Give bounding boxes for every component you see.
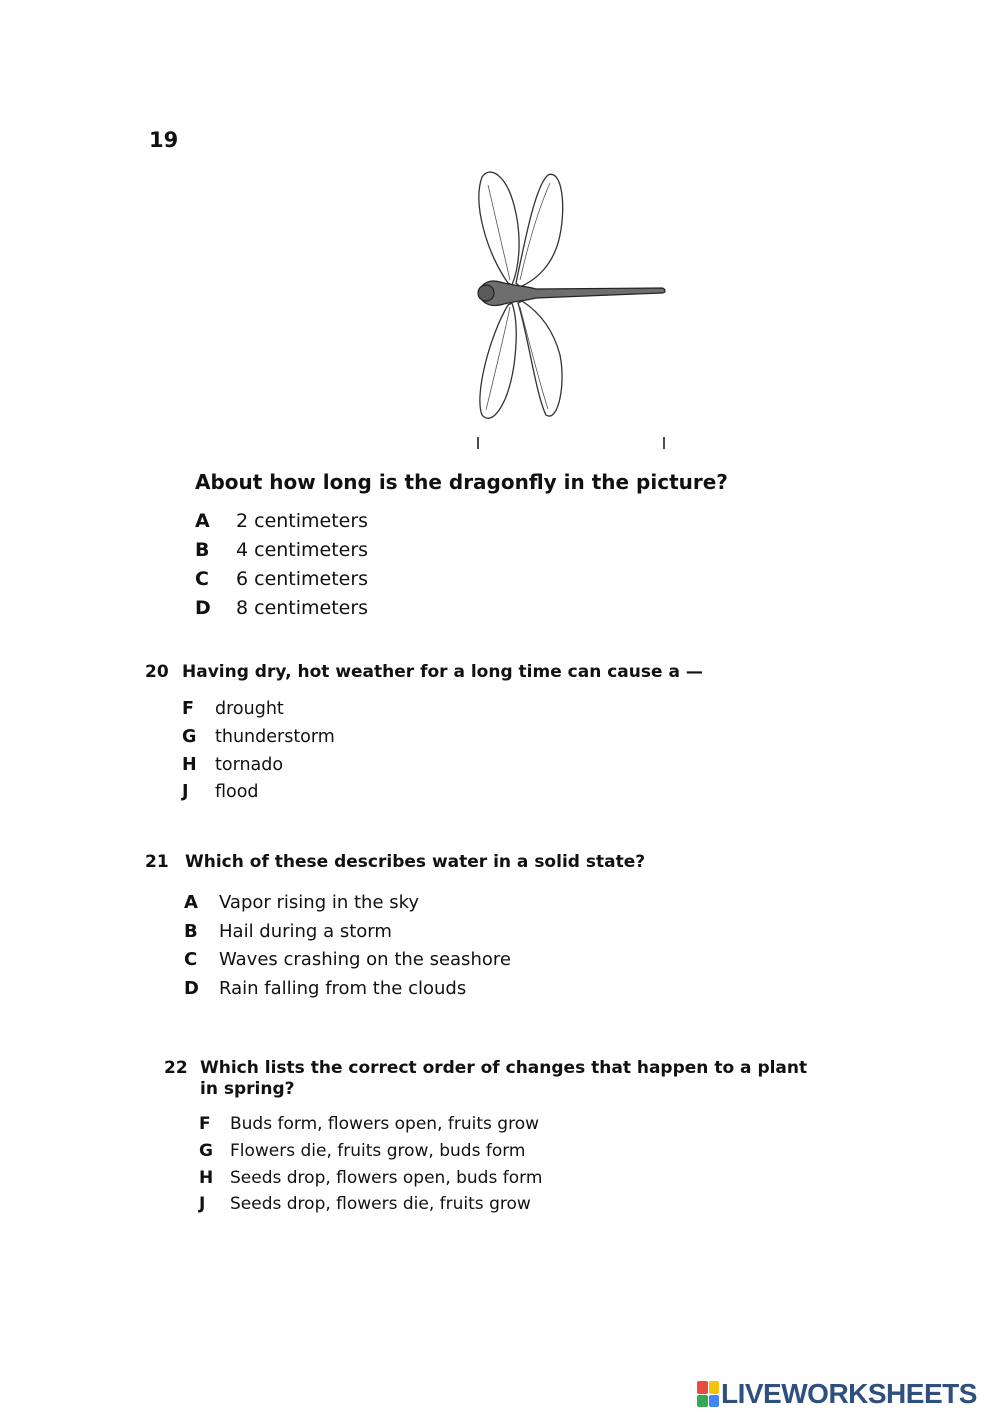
question-20-text: Having dry, hot weather for a long time can cause a — — [182, 662, 703, 682]
option-text: Seeds drop, flowers open, buds form — [230, 1168, 543, 1188]
option-text: Hail during a storm — [219, 921, 392, 942]
option-text: Vapor rising in the sky — [219, 892, 420, 913]
option-letter: F — [199, 1114, 211, 1134]
option-letter: J — [182, 782, 189, 802]
option-letter: H — [199, 1168, 214, 1188]
liveworksheets-logo[interactable] — [697, 1379, 977, 1409]
option-text: drought — [215, 699, 284, 719]
option-letter: J — [199, 1194, 206, 1214]
option-letter: A — [195, 510, 210, 532]
logo-square-yellow — [709, 1381, 720, 1394]
dragonfly-icon — [466, 165, 676, 455]
option-letter: H — [182, 755, 197, 775]
logo-square-green — [697, 1395, 708, 1408]
option-letter: D — [195, 597, 211, 619]
option-text: Waves crashing on the seashore — [219, 949, 511, 970]
option-text: thunderstorm — [215, 727, 335, 747]
liveworksheets-logo-icon — [697, 1381, 719, 1407]
option-text: tornado — [215, 755, 284, 775]
option-letter: B — [184, 921, 198, 942]
option-text: 6 centimeters — [236, 568, 369, 590]
question-number-22: 22 — [164, 1058, 188, 1078]
option-text: Flowers die, fruits grow, buds form — [230, 1141, 526, 1161]
question-22-text-line1: Which lists the correct order of changes that happen to a plant — [200, 1058, 808, 1078]
question-number-21: 21 — [145, 852, 169, 872]
option-letter: C — [195, 568, 209, 590]
question-22-text-line2: in spring? — [200, 1079, 295, 1099]
question-21-text: Which of these describes water in a solid state? — [185, 852, 646, 872]
option-text: Seeds drop, flowers die, fruits grow — [230, 1194, 531, 1214]
option-letter: A — [184, 892, 198, 913]
logo-square-red — [697, 1381, 708, 1394]
question-number-19: 19 — [149, 128, 179, 152]
option-letter: C — [184, 949, 198, 970]
logo-square-blue — [709, 1395, 720, 1408]
question-number-20: 20 — [145, 662, 169, 682]
question-19-text: About how long is the dragonfly in the picture? — [195, 470, 728, 494]
brand-name: LIVEWORKSHEETS — [721, 1378, 977, 1409]
option-text: flood — [215, 782, 259, 802]
option-text: 4 centimeters — [236, 539, 369, 561]
option-letter: F — [182, 699, 194, 719]
option-letter: D — [184, 978, 199, 999]
option-text: Buds form, flowers open, fruits grow — [230, 1114, 539, 1134]
dragonfly-illustration — [466, 165, 676, 455]
option-text: 2 centimeters — [236, 510, 369, 532]
option-letter: G — [199, 1141, 213, 1161]
option-text: Rain falling from the clouds — [219, 978, 467, 999]
option-letter: B — [195, 539, 210, 561]
option-text: 8 centimeters — [236, 597, 369, 619]
option-letter: G — [182, 727, 197, 747]
